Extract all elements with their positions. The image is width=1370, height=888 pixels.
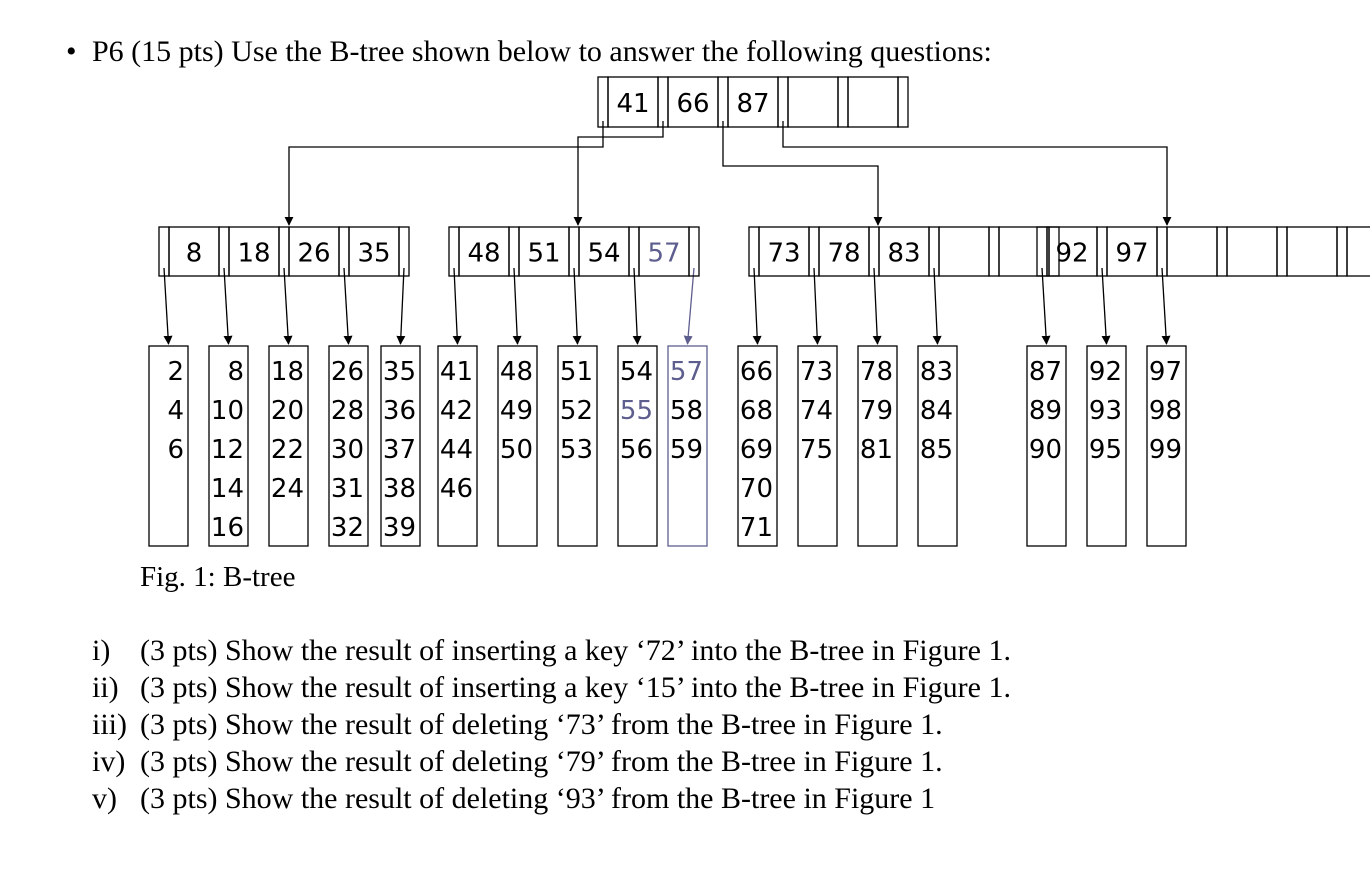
- edge-internal-to-leaf: [934, 268, 938, 344]
- internal-node-1-key: 18: [237, 238, 271, 269]
- edge-root-to-internal: [578, 121, 663, 225]
- edge-internal-to-leaf: [1162, 268, 1167, 344]
- leaf-key: 98: [1148, 396, 1182, 426]
- leaf-key: 73: [799, 357, 833, 387]
- leaf-key: 30: [330, 435, 364, 465]
- leaf-node-6: [438, 346, 477, 546]
- leaf-key: 12: [210, 435, 244, 465]
- internal-node-4-key: 92: [1055, 238, 1089, 269]
- edge-internal-to-leaf: [688, 268, 695, 344]
- bullet: •: [66, 35, 77, 68]
- internal-node-1-key: 8: [185, 238, 203, 269]
- edge-internal-to-leaf: [754, 268, 758, 344]
- internal-node-4-pointer-slot: [1337, 227, 1347, 276]
- leaf-key: 51: [559, 357, 593, 387]
- edge-root-to-internal: [723, 121, 878, 225]
- internal-node-2-key: 54: [587, 238, 621, 269]
- leaf-key: 74: [799, 396, 833, 426]
- question-number: ii): [92, 671, 119, 704]
- edge-internal-to-leaf: [224, 268, 229, 344]
- root-node-key: 66: [676, 89, 710, 119]
- leaf-key: 89: [1028, 396, 1062, 426]
- leaf-key: 2: [167, 357, 184, 387]
- question-number: iii): [92, 708, 127, 741]
- question-item: [92, 780, 1011, 817]
- root-node-pointer-slot: [838, 77, 848, 127]
- internal-node-3-pointer-slot: [989, 227, 999, 276]
- root-node-key: 41: [616, 89, 650, 119]
- root-node-key-slot: [848, 77, 898, 127]
- problem-heading-text: P6 (15 pts) Use the B-tree shown below to answer the following questions:: [92, 35, 992, 68]
- question-number: v): [92, 782, 117, 815]
- leaf-key: 4: [167, 396, 184, 426]
- leaf-node-14: [918, 346, 957, 546]
- internal-node-4-key: 97: [1115, 238, 1149, 269]
- btree-edges: [164, 121, 1167, 344]
- question-text: (3 pts) Show the result of inserting a key ‘15’ into the B-tree in Figure 1.: [140, 671, 1011, 704]
- leaf-node-3: [269, 346, 308, 546]
- leaf-node-13: [858, 346, 897, 546]
- internal-nodes: [159, 227, 1370, 276]
- leaf-key: 58: [669, 396, 703, 426]
- leaf-node-1: [149, 346, 188, 546]
- internal-node-4-key-slot: [1227, 227, 1277, 276]
- leaf-key: 42: [439, 396, 473, 426]
- edge-internal-to-leaf: [574, 268, 578, 344]
- leaf-key: 49: [499, 396, 533, 426]
- leaf-node-9: [618, 346, 657, 546]
- internal-node-4-key-slot: [1347, 227, 1370, 276]
- edge-root-to-internal: [783, 121, 1167, 225]
- leaf-key: 92: [1088, 357, 1122, 387]
- question-text: (3 pts) Show the result of deleting ‘93’ from the B-tree in Figure 1: [140, 782, 936, 815]
- leaf-key: 16: [210, 513, 244, 543]
- leaf-key: 99: [1148, 435, 1182, 465]
- internal-node-4-pointer-slot: [1277, 227, 1287, 276]
- edge-internal-to-leaf: [1042, 268, 1047, 344]
- leaf-key: 93: [1088, 396, 1122, 426]
- leaf-key: 66: [739, 357, 773, 387]
- question-text: (3 pts) Show the result of deleting ‘73’ from the B-tree in Figure 1.: [140, 708, 943, 741]
- internal-node-1-key: 26: [297, 238, 331, 269]
- leaf-key: 87: [1028, 357, 1062, 387]
- leaf-key: 56: [619, 435, 653, 465]
- leaf-node-5: [381, 346, 420, 546]
- leaf-node-2: [209, 346, 248, 546]
- leaf-key: 8: [227, 357, 244, 387]
- leaf-key: 46: [439, 474, 473, 504]
- leaf-key: 57: [669, 357, 703, 387]
- question-text: (3 pts) Show the result of inserting a key ‘72’ into the B-tree in Figure 1.: [140, 634, 1011, 667]
- edge-internal-to-leaf: [344, 268, 349, 344]
- leaf-key: 54: [619, 357, 653, 387]
- internal-node-4: [1037, 227, 1370, 276]
- question-item: [92, 669, 1011, 706]
- question-number: i): [92, 634, 111, 667]
- edge-internal-to-leaf: [814, 268, 818, 344]
- leaf-key: 35: [382, 357, 416, 387]
- leaf-key: 10: [210, 396, 244, 426]
- question-item: [92, 632, 1011, 669]
- internal-node-4-pointer-slot: [1217, 227, 1227, 276]
- leaf-key: 59: [669, 435, 703, 465]
- internal-node-1-key: 35: [357, 238, 391, 269]
- question-item: [92, 706, 1011, 743]
- leaf-key: 84: [919, 396, 953, 426]
- leaf-key: 78: [859, 357, 893, 387]
- edge-internal-to-leaf: [1102, 268, 1107, 344]
- leaf-node-15: [1027, 346, 1066, 546]
- leaf-key: 14: [210, 474, 244, 504]
- root-node-key-slot: [788, 77, 838, 127]
- leaf-key: 53: [559, 435, 593, 465]
- leaf-node-16: [1087, 346, 1126, 546]
- leaf-key: 85: [919, 435, 953, 465]
- question-item: [92, 743, 1011, 780]
- leaf-key: 55: [619, 396, 653, 426]
- root-node: [598, 77, 908, 127]
- root-node-pointer-slot: [898, 77, 908, 127]
- question-number: iv): [92, 745, 126, 778]
- internal-node-4-key-slot: [1167, 227, 1217, 276]
- leaf-key: 68: [739, 396, 773, 426]
- internal-node-2-key: 57: [647, 238, 681, 269]
- edge-internal-to-leaf: [514, 268, 518, 344]
- figure-caption: Fig. 1: B-tree: [140, 561, 296, 593]
- leaf-key: 50: [499, 435, 533, 465]
- leaf-key: 48: [499, 357, 533, 387]
- leaf-node-8: [558, 346, 597, 546]
- leaf-key: 69: [739, 435, 773, 465]
- leaf-nodes: [149, 346, 1186, 546]
- leaf-key: 81: [859, 435, 893, 465]
- edge-internal-to-leaf: [634, 268, 638, 344]
- leaf-node-10: [668, 346, 707, 546]
- root-node-key: 87: [736, 89, 770, 119]
- leaf-key: 90: [1028, 435, 1062, 465]
- internal-node-4-key-slot: [1287, 227, 1337, 276]
- leaf-key: 83: [919, 357, 953, 387]
- leaf-key: 38: [382, 474, 416, 504]
- leaf-key: 41: [439, 357, 473, 387]
- leaf-key: 20: [270, 396, 304, 426]
- root-node-pointer-slot: [778, 77, 788, 127]
- leaf-key: 31: [330, 474, 364, 504]
- leaf-key: 79: [859, 396, 893, 426]
- internal-node-3-key: 73: [767, 238, 801, 269]
- root-node-pointer-slot: [658, 77, 668, 127]
- leaf-node-12: [798, 346, 837, 546]
- leaf-key: 24: [270, 474, 304, 504]
- internal-node-3-key: 78: [827, 238, 861, 269]
- leaf-key: 70: [739, 474, 773, 504]
- question-text: (3 pts) Show the result of deleting ‘79’ from the B-tree in Figure 1.: [140, 745, 943, 778]
- internal-node-3: [749, 227, 1059, 276]
- leaf-key: 28: [330, 396, 364, 426]
- edge-internal-to-leaf: [401, 268, 405, 344]
- edge-root-to-internal: [289, 121, 603, 225]
- edge-internal-to-leaf: [454, 268, 458, 344]
- question-list: [92, 632, 1011, 817]
- root-node-pointer-slot: [718, 77, 728, 127]
- leaf-node-17: [1147, 346, 1186, 546]
- leaf-key: 22: [270, 435, 304, 465]
- leaf-key: 26: [330, 357, 364, 387]
- edge-internal-to-leaf: [284, 268, 289, 344]
- internal-node-2-key: 48: [467, 238, 501, 269]
- edge-internal-to-leaf: [164, 268, 169, 344]
- internal-node-3-key: 83: [887, 238, 921, 269]
- root-node: [598, 77, 908, 127]
- leaf-key: 18: [270, 357, 304, 387]
- internal-node-2-key: 51: [527, 238, 561, 269]
- leaf-key: 36: [382, 396, 416, 426]
- edge-internal-to-leaf: [874, 268, 878, 344]
- leaf-key: 44: [439, 435, 473, 465]
- root-node-pointer-slot: [598, 77, 608, 127]
- leaf-key: 97: [1148, 357, 1182, 387]
- internal-node-3-key-slot: [939, 227, 989, 276]
- leaf-key: 37: [382, 435, 416, 465]
- leaf-key: 6: [167, 435, 184, 465]
- leaf-key: 95: [1088, 435, 1122, 465]
- leaf-key: 32: [330, 513, 364, 543]
- leaf-node-7: [498, 346, 537, 546]
- leaf-key: 71: [739, 513, 773, 543]
- leaf-key: 39: [382, 513, 416, 543]
- leaf-key: 52: [559, 396, 593, 426]
- leaf-node-11: [738, 346, 777, 546]
- leaf-node-4: [329, 346, 368, 546]
- leaf-key: 75: [799, 435, 833, 465]
